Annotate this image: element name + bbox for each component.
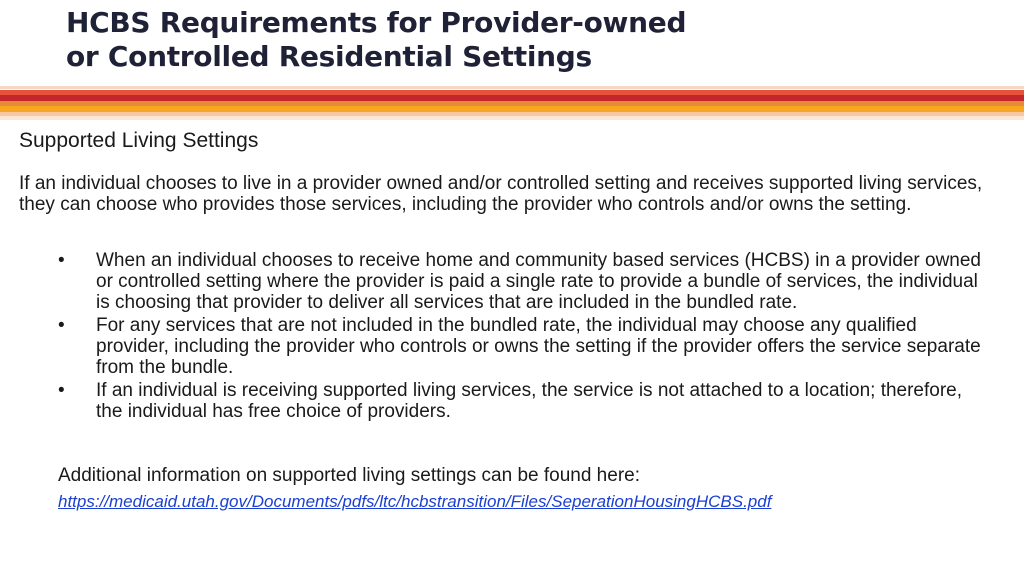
separation-housing-pdf-link[interactable]: https://medicaid.utah.gov/Documents/pdfs/ltc/hcbstransition/Files/SeperationHousingHCBS.pdf	[58, 492, 772, 511]
band-stripe	[0, 86, 1024, 89]
bullet-text: When an individual chooses to receive home and community based services (HCBS) in a provider owned or controlled setting where the provider is paid a single rate to provide a bundle of services, the individual is choosing that provider to deliver all services that are included in the bundled rate.	[96, 250, 981, 313]
bullet-list	[58, 250, 988, 424]
decorative-band	[0, 86, 1024, 120]
bullet-icon: •	[58, 250, 65, 271]
bullet-icon: •	[58, 380, 65, 401]
intro-paragraph: If an individual chooses to live in a provider owned and/or controlled setting and receives supported living services, they can choose who provides those services, including the provider who controls and/or owns the setting.	[19, 173, 983, 215]
bullet-text: If an individual is receiving supported living services, the service is not attached to a location; therefore, the individual has free choice of providers.	[96, 380, 963, 422]
band-stripe	[0, 116, 1024, 120]
title-line-2: or Controlled Residential Settings	[66, 40, 592, 73]
bullet-item	[58, 380, 988, 422]
additional-info-text: Additional information on supported living settings can be found here:	[58, 465, 640, 486]
bullet-icon: •	[58, 315, 65, 336]
bullet-text: For any services that are not included in the bundled rate, the individual may choose any qualified provider, including the provider who controls or owns the setting if the provider offers the service separate from the bundle.	[96, 315, 981, 378]
title-line-1: HCBS Requirements for Provider-owned	[66, 6, 687, 39]
bullet-item	[58, 315, 988, 378]
bullet-item	[58, 250, 988, 313]
section-heading: Supported Living Settings	[19, 129, 259, 152]
slide-title	[66, 6, 966, 74]
